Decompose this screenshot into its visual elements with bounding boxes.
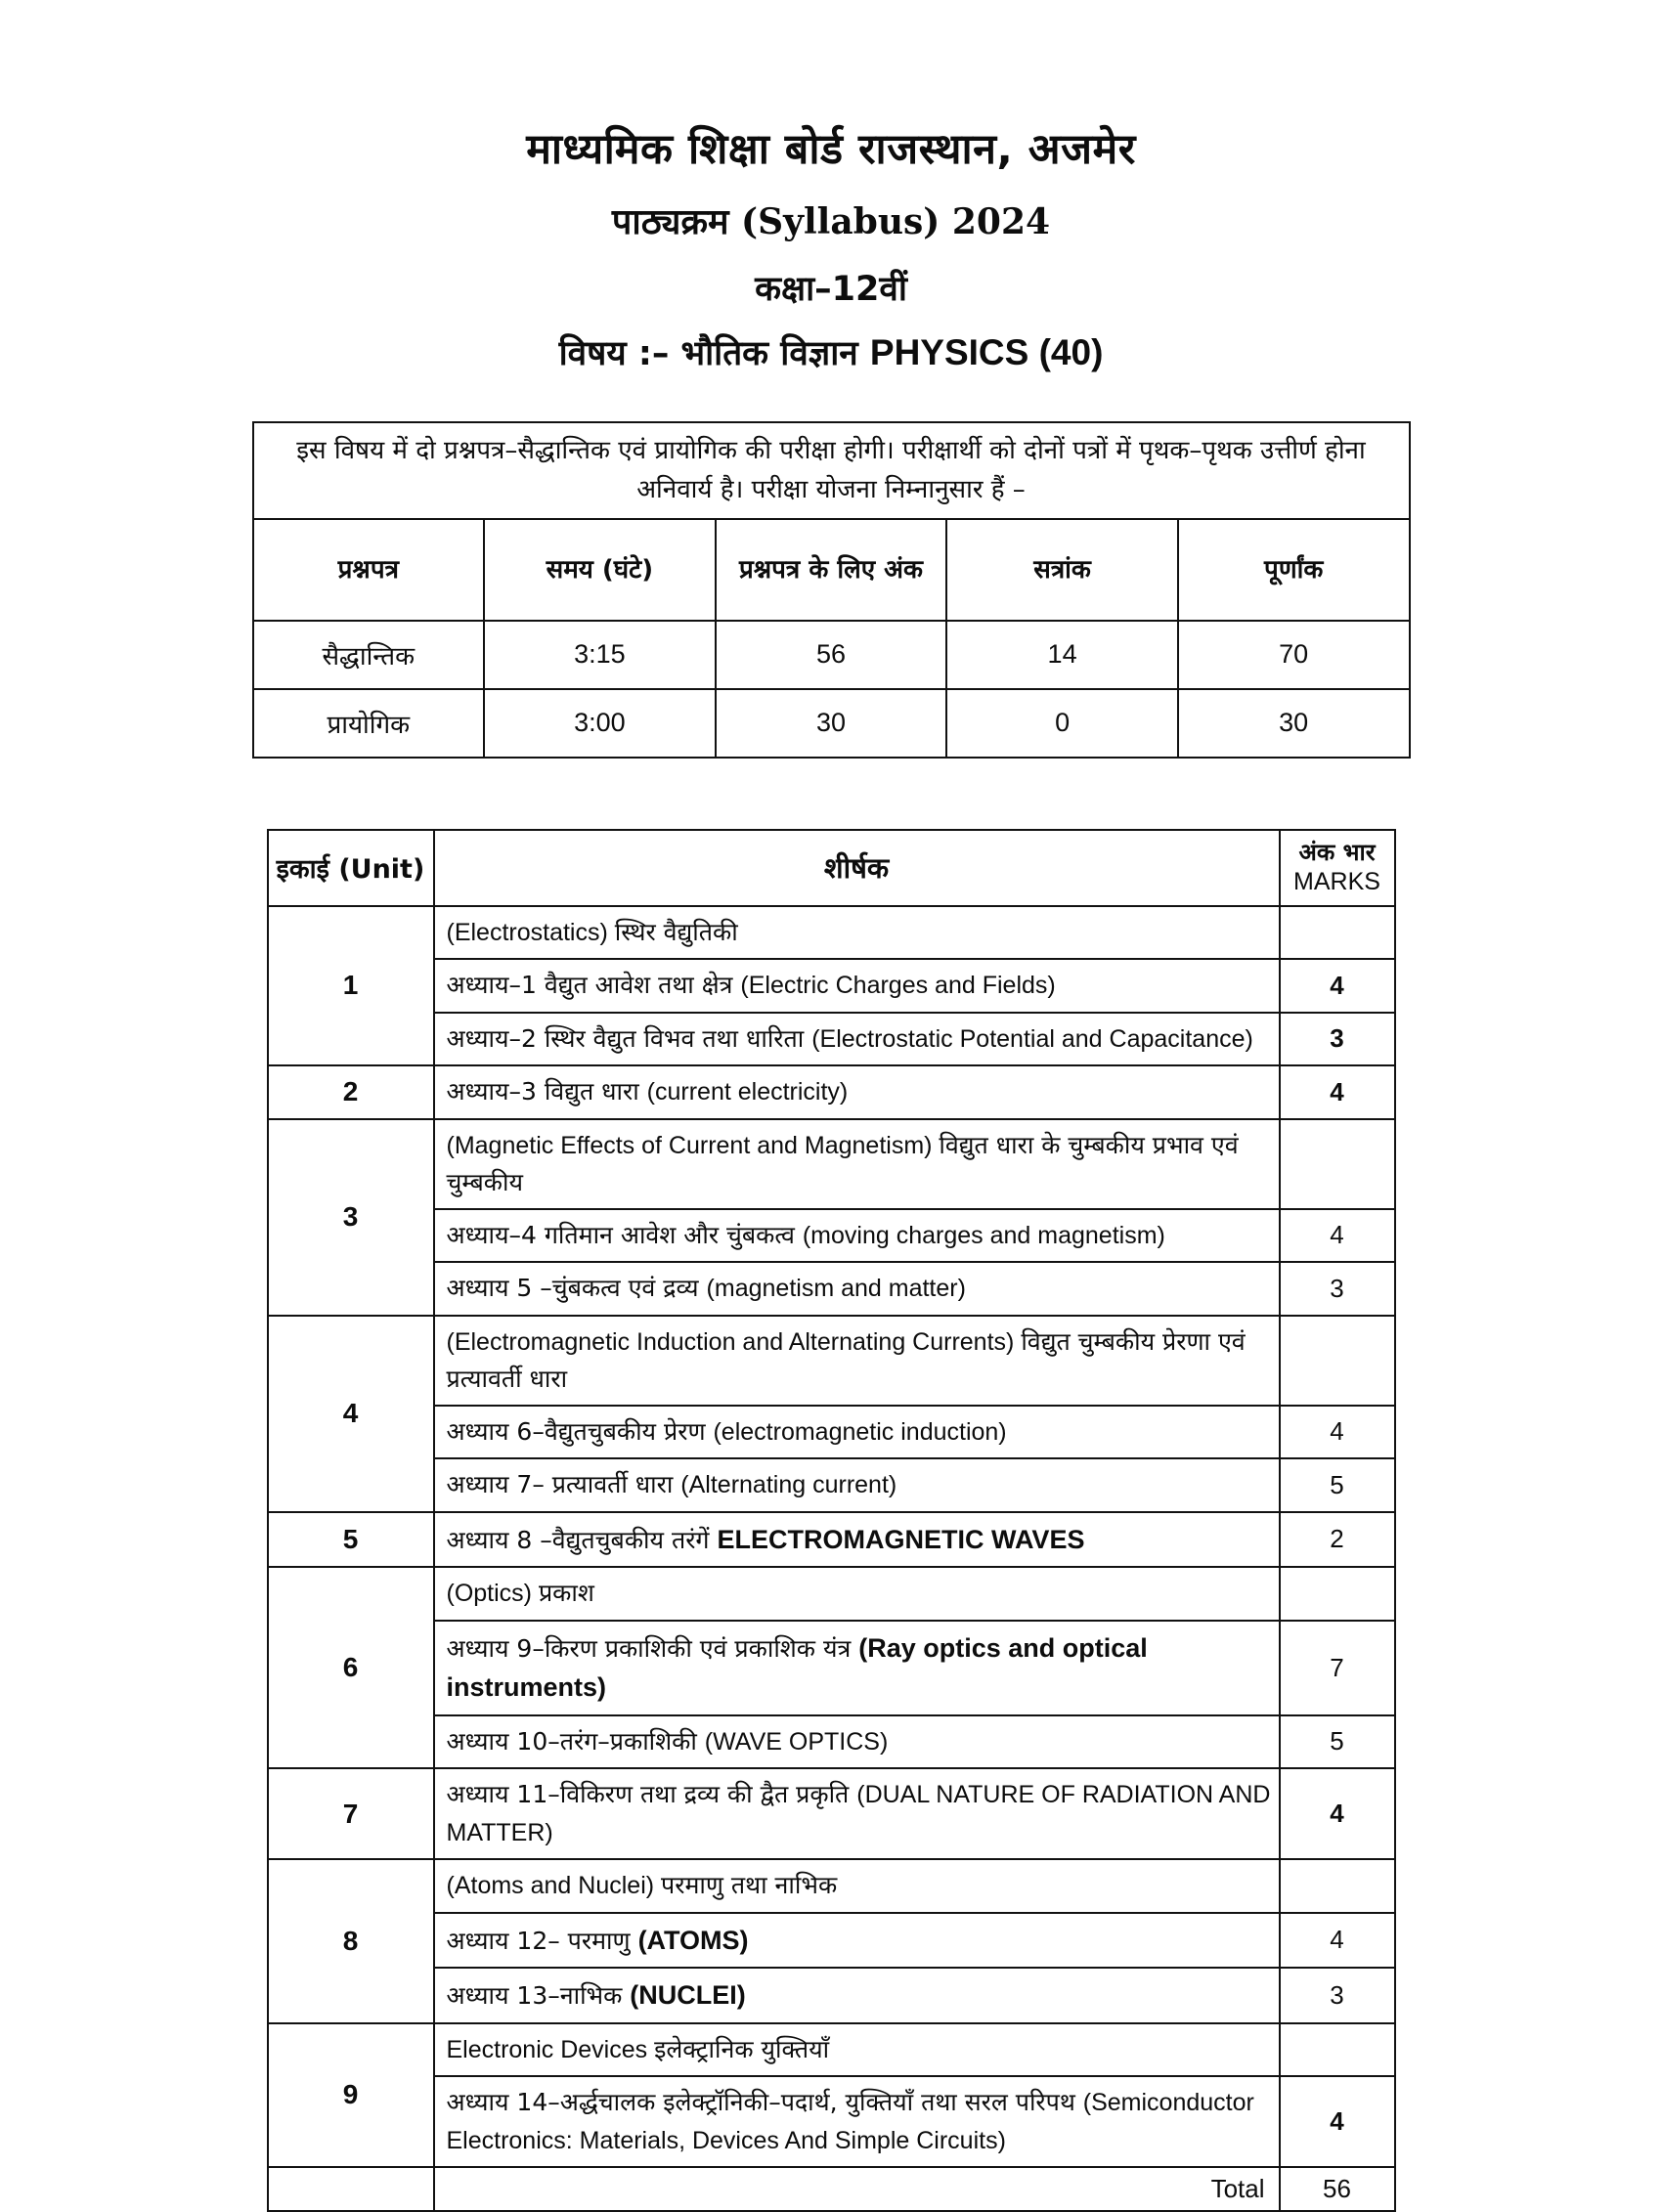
topic-hindi: अध्याय–2 स्थिर वैद्युत विभव तथा धारिता (446, 1023, 812, 1053)
marks-cell: 4 (1280, 1209, 1395, 1263)
exam-plan-table (252, 421, 1411, 759)
col-header-title: शीर्षक (434, 830, 1280, 906)
total-blank-cell (268, 2167, 434, 2211)
topic-english: (Semiconductor Electronics: Materials, Devices And Simple Circuits) (446, 2089, 1254, 2154)
marks-cell: 4 (1280, 2076, 1395, 2167)
paper-marks-practical: 30 (716, 689, 947, 758)
unit-number: 6 (268, 1567, 434, 1768)
marks-cell: 4 (1280, 1913, 1395, 1969)
topic-english: (electromagnetic induction) (713, 1417, 1007, 1446)
syllabus-table (267, 829, 1396, 2212)
board-name: माध्यमिक शिक्षा बोर्ड राजस्थान, अजमेर (526, 125, 1136, 174)
marks-cell: 4 (1280, 1065, 1395, 1119)
topic-english: (WAVE OPTICS) (704, 1727, 889, 1756)
table-row (268, 1262, 1395, 1316)
topic-hindi: अध्याय 10–तरंग–प्रकाशिकी (446, 1726, 705, 1756)
marks-cell: 2 (1280, 1512, 1395, 1568)
topic-hindi: अध्याय 12– परमाणु (446, 1926, 638, 1955)
topic-cell (434, 1013, 1280, 1066)
marks-cell: 4 (1280, 1406, 1395, 1459)
table-row (268, 1913, 1395, 1969)
topic-hindi: अध्याय 9–किरण प्रकाशिकी एवं प्रकाशिक यंत्र (446, 1633, 859, 1663)
unit-number: 3 (268, 1119, 434, 1316)
topic-english-prefix: (Magnetic Effects of Current and Magnetism) (446, 1131, 940, 1159)
topic-hindi: इलेक्ट्रानिक युक्तियाँ (654, 2034, 830, 2063)
table-row (268, 1715, 1395, 1769)
unit-number: 1 (268, 906, 434, 1066)
paper-theory: सैद्धान्तिक (253, 621, 485, 689)
marks-cell (1280, 2023, 1395, 2077)
topic-english-prefix: Electronic Devices (446, 2035, 655, 2063)
col-header-unit: इकाई (Unit) (268, 830, 434, 906)
topic-cell (434, 959, 1280, 1013)
table-row (268, 1119, 1395, 1209)
topic-hindi: प्रकाश (538, 1579, 594, 1608)
marks-header-english: MARKS (1293, 868, 1380, 896)
topic-cell (434, 1567, 1280, 1621)
unit-number: 4 (268, 1316, 434, 1512)
table-row (253, 689, 1410, 758)
topic-cell (434, 1262, 1280, 1316)
col-header-paper: प्रश्नपत्र (253, 519, 485, 621)
paper-marks-theory: 56 (716, 621, 947, 689)
exam-plan-note: इस विषय में दो प्रश्नपत्र–सैद्धान्तिक एवं प्रायोगिक की परीक्षा होगी। परीक्षार्थी को दोनों पत्रों में पृथक–पृथक उत्तीर्ण होना अनिवार्य है। परीक्षा योजना निम्नानुसार हैं – (253, 422, 1410, 519)
topic-english: (magnetism and matter) (706, 1275, 966, 1303)
marks-cell: 3 (1280, 1013, 1395, 1066)
marks-cell: 5 (1280, 1715, 1395, 1769)
topic-cell (434, 2023, 1280, 2077)
topic-cell (434, 2076, 1280, 2167)
topic-cell (434, 1119, 1280, 1209)
topic-cell (434, 1621, 1280, 1715)
syllabus-table-body (268, 830, 1395, 2211)
topic-hindi: अध्याय 11–विकिरण तथा द्रव्य की द्वैत प्रकृति (446, 1780, 857, 1809)
topic-hindi: अध्याय–3 विद्युत धारा (446, 1077, 647, 1106)
topic-cell (434, 1406, 1280, 1459)
table-row (268, 1013, 1395, 1066)
subject-label (0, 331, 1662, 374)
topic-english: (Electrostatic Potential and Capacitance) (811, 1024, 1253, 1053)
marks-cell: 7 (1280, 1621, 1395, 1715)
marks-cell: 3 (1280, 1968, 1395, 2023)
table-row (268, 1621, 1395, 1715)
table-row (268, 959, 1395, 1013)
time-theory: 3:15 (484, 621, 716, 689)
marks-cell: 5 (1280, 1458, 1395, 1512)
table-row (268, 1567, 1395, 1621)
topic-english-bold: (NUCLEI) (630, 1980, 746, 2011)
topic-hindi: अध्याय 14–अर्द्धचालक इलेक्ट्रॉनिकी–पदार्थ, युक्तियाँ तथा सरल परिपथ (446, 2088, 1083, 2117)
topic-hindi: अध्याय 6–वैद्युतचुबकीय प्रेरण (446, 1416, 714, 1446)
subject-english: PHYSICS (40) (869, 331, 1104, 372)
topic-english-prefix: (Electromagnetic Induction and Alternating Currents) (446, 1327, 1022, 1356)
topic-hindi: अध्याय–4 गतिमान आवेश और चुंबकत्व (446, 1220, 803, 1249)
marks-cell (1280, 1567, 1395, 1621)
total-label: Total (434, 2167, 1280, 2211)
paper-practical: प्रायोगिक (253, 689, 485, 758)
marks-cell: 4 (1280, 1768, 1395, 1859)
table-row (268, 1768, 1395, 1859)
topic-cell (434, 1458, 1280, 1512)
table-row (253, 422, 1410, 519)
topic-hindi: परमाणु तथा नाभिक (661, 1871, 838, 1900)
topic-cell (434, 1316, 1280, 1406)
unit-number: 5 (268, 1512, 434, 1568)
topic-cell (434, 1209, 1280, 1263)
unit-number: 2 (268, 1065, 434, 1119)
table-row (268, 1406, 1395, 1459)
topic-english: (DUAL NATURE OF RADIATION AND MATTER) (446, 1781, 1271, 1846)
marks-cell (1280, 1316, 1395, 1406)
topic-english: (current electricity) (646, 1078, 849, 1106)
table-row (268, 1316, 1395, 1406)
col-header-marks (1280, 830, 1395, 906)
marks-cell (1280, 906, 1395, 960)
unit-number: 9 (268, 2023, 434, 2168)
class-label: कक्षा–12वीं (755, 269, 907, 309)
sessional-theory: 14 (946, 621, 1178, 689)
topic-english-prefix: (Optics) (446, 1580, 539, 1608)
table-row (268, 2023, 1395, 2077)
table-row (268, 1209, 1395, 1263)
total-row (268, 2167, 1395, 2211)
topic-cell (434, 1715, 1280, 1769)
subject-prefix: विषय :– भौतिक विज्ञान (558, 333, 870, 373)
topic-english-bold: (ATOMS) (637, 1925, 749, 1955)
table-row (268, 1458, 1395, 1512)
topic-hindi: अध्याय 7– प्रत्यावर्ती धारा (446, 1470, 681, 1499)
topic-hindi: अध्याय 8 –वैद्युतचुबकीय तरंगें (446, 1525, 718, 1554)
topic-cell (434, 1859, 1280, 1913)
table-row (268, 1512, 1395, 1568)
table-row (268, 2076, 1395, 2167)
unit-number: 8 (268, 1859, 434, 2023)
topic-cell (434, 1968, 1280, 2023)
syllabus-section (267, 829, 1396, 2212)
col-header-paper-marks: प्रश्नपत्र के लिए अंक (716, 519, 947, 621)
topic-cell (434, 906, 1280, 960)
table-row (268, 1065, 1395, 1119)
topic-cell (434, 1913, 1280, 1969)
topic-hindi: विद्युत चुम्बकीय प्रेरणा एवं प्रत्यावर्ती धारा (446, 1326, 1246, 1394)
topic-english-bold: ELECTROMAGNETIC WAVES (717, 1524, 1085, 1554)
marks-cell: 4 (1280, 959, 1395, 1013)
topic-hindi: अध्याय 13–नाभिक (446, 1981, 631, 2011)
marks-header-hindi: अंक भार (1298, 838, 1376, 866)
time-practical: 3:00 (484, 689, 716, 758)
topic-hindi: स्थिर वैद्युतिकी (614, 917, 738, 946)
topic-english-prefix: (Electrostatics) (446, 918, 615, 946)
total-practical: 30 (1178, 689, 1410, 758)
table-row (253, 621, 1410, 689)
topic-english: (Alternating current) (680, 1471, 897, 1499)
document-heading (0, 0, 1662, 374)
total-marks: 56 (1280, 2167, 1395, 2211)
unit-number: 7 (268, 1768, 434, 1859)
col-header-sessional: सत्रांक (946, 519, 1178, 621)
syllabus-year: पाठ्यक्रम (Syllabus) 2024 (611, 200, 1051, 242)
topic-hindi: अध्याय 5 –चुंबकत्व एवं द्रव्य (446, 1274, 707, 1303)
col-header-time: समय (घंटे) (484, 519, 716, 621)
topic-english: (Electric Charges and Fields) (740, 972, 1056, 1000)
topic-hindi: अध्याय–1 वैद्युत आवेश तथा क्षेत्र (446, 971, 741, 1000)
table-row (268, 1968, 1395, 2023)
marks-cell: 3 (1280, 1262, 1395, 1316)
table-row (268, 1859, 1395, 1913)
table-header-row (268, 830, 1395, 906)
topic-cell (434, 1065, 1280, 1119)
sessional-practical: 0 (946, 689, 1178, 758)
total-theory: 70 (1178, 621, 1410, 689)
topic-english: (moving charges and magnetism) (802, 1221, 1165, 1249)
col-header-total: पूर्णांक (1178, 519, 1410, 621)
topic-english-prefix: (Atoms and Nuclei) (446, 1872, 662, 1900)
table-row (268, 906, 1395, 960)
topic-cell (434, 1768, 1280, 1859)
topic-cell (434, 1512, 1280, 1568)
exam-plan-section (252, 421, 1411, 759)
table-row (253, 519, 1410, 621)
marks-cell (1280, 1859, 1395, 1913)
marks-cell (1280, 1119, 1395, 1209)
topic-english-bold: (Ray optics and optical instruments) (446, 1632, 1148, 1703)
topic-hindi: विद्युत धारा के चुम्बकीय प्रभाव एवं चुम्बकीय (446, 1130, 1239, 1197)
